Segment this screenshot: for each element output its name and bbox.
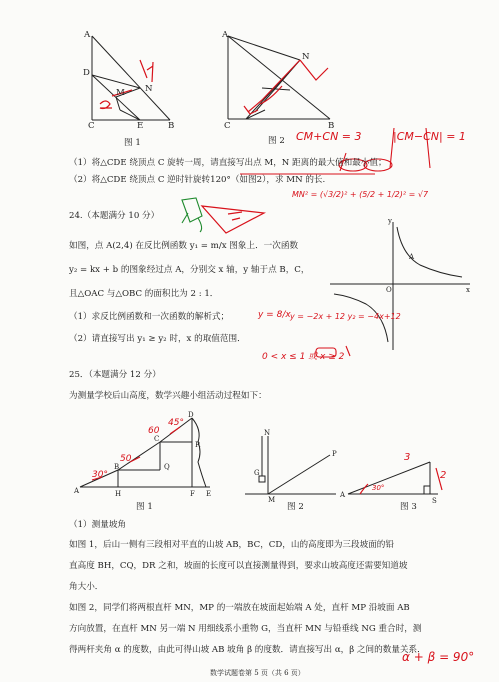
p25-fig3-point-s: S (432, 497, 437, 505)
q24-stem-line-3: 且△OAC 与△OBC 的面积比为 2 : 1． (69, 289, 219, 299)
p25-point-e: E (206, 490, 212, 498)
p25-figure-1-caption: 图 1 (136, 502, 153, 512)
point-label-m: M (116, 88, 125, 98)
point-label-e: E (137, 121, 144, 131)
fig2-point-a: A (222, 30, 229, 40)
graph-point-a: A (409, 253, 415, 261)
figure-2-caption: 图 2 (268, 136, 285, 146)
p25-point-b: B (114, 463, 120, 471)
q24-part-2: （2）请直接写出 y₁ ≥ y₂ 时，x 的取值范围． (69, 334, 246, 344)
graph-origin-label: O (386, 286, 392, 294)
handwriting-range: 0 < x ≤ 1 或 x ≥ 2 (262, 352, 345, 362)
p25-point-q: Q (164, 463, 170, 471)
q25-para1-line-3: 角大小． (69, 582, 104, 592)
fig-note-50: 50 (120, 454, 132, 464)
p25-fig2-point-p: P (332, 450, 337, 458)
q23-part-1: （1）将△CDE 绕顶点 C 旋转一周，请直接写出点 M，N 距离的最大值和最小值； (69, 158, 387, 168)
fig2-point-n: N (302, 52, 310, 62)
p25-figure-2-caption: 图 2 (287, 502, 304, 512)
handwriting-cm-cn: CM+CN = 3 (296, 130, 362, 143)
point-label-b: B (168, 121, 175, 131)
q24-stem-line-1: 如图，点 A(2,4) 在反比例函数 y₁ = m/x 图象上．一次函数 (69, 241, 299, 251)
handwriting-mn-calc: MN² = (√3/2)² + (5/2 + 1/2)² = √7 (292, 190, 429, 199)
fig3-note-30: 30° (372, 484, 385, 492)
p25-point-h: H (115, 490, 122, 498)
fig-note-60: 60 (148, 426, 160, 436)
fig-note-45: 45° (168, 418, 184, 428)
point-label-d: D (83, 68, 90, 78)
p25-point-a: A (74, 487, 80, 495)
point-label-c: C (88, 121, 95, 131)
graph-x-label: x (466, 286, 470, 294)
p25-figure-3-caption: 图 3 (400, 502, 417, 512)
q25-intro: 为测量学校后山高度，数学兴趣小组活动过程如下： (69, 391, 267, 401)
fig2-point-c: C (224, 121, 231, 131)
q24-part-1: （1）求反比例函数和一次函数的解析式； (69, 312, 230, 322)
p25-fig2-point-n: N (264, 429, 271, 437)
handwriting-y2: y = −2x + 12 y₂ = −4x+12 (290, 312, 401, 321)
point-label-n: N (145, 84, 153, 94)
figure-1-caption: 图 1 (124, 138, 141, 148)
fig2-point-b: B (328, 121, 335, 131)
q25-para1-line-1: 如图 1，后山一侧有三段相对平直的山坡 AB，BC，CD，山的高度即为三段坡面的铅 (69, 540, 394, 550)
p25-point-r: R (195, 441, 201, 449)
handwriting-alpha-beta: α + β = 90° (402, 650, 475, 664)
p25-point-f: F (190, 490, 195, 498)
q25-para2-line-2: 方向放置，在直杆 MN 另一端 N 用细线系小重物 G，当直杆 MN 与铅垂线 NG 重合时，测 (69, 624, 422, 634)
q25-para1-line-2: 直高度 BH，CQ，DR 之和，坡面的长度可以直接测量得到，要求山坡高度还需要知道坡 (69, 561, 408, 571)
handwriting-y1: y = 8/x (258, 310, 291, 320)
p25-point-d: D (188, 411, 194, 419)
point-label-a: A (84, 30, 91, 40)
fig-note-30: 30° (92, 470, 108, 480)
page-footer: 数学试题卷第 5 页（共 6 页） (210, 669, 305, 677)
q25-para2-line-3: 得两杆夹角 α 的度数，由此可得山坡 AB 坡角 β 的度数．请直接写出 α，β 之间的数量关系． (69, 645, 426, 655)
p25-fig3-point-k: A (340, 491, 346, 499)
fig3-note-2: 2 (440, 470, 447, 481)
p25-fig2-point-m: M (268, 496, 276, 504)
q25-sub-1: （1）测量坡角 (69, 520, 127, 530)
graph-y-label: y (388, 217, 392, 225)
handwriting-abs-diff: |CM−CN| = 1 (393, 130, 466, 143)
q24-title: 24.（本题满分 10 分） (69, 211, 160, 221)
q25-title: 25．（本题满分 12 分） (69, 370, 161, 380)
p25-point-c: C (154, 435, 160, 443)
p25-fig2-point-g: G (254, 469, 260, 477)
q23-part-2: （2）将△CDE 绕顶点 C 逆时针旋转120°（如图2），求 MN 的长. (69, 175, 326, 185)
q24-stem-line-2: y₂ = kx + b 的图象经过点 A，分别交 x 轴，y 轴于点 B，C， (69, 265, 310, 275)
fig3-note-3: 3 (404, 452, 411, 463)
q25-para2-line-1: 如图 2，同学们将两根直杆 MN，MP 的一端放在坡面起始端 A 处，直杆 MP 沿坡面 AB (69, 603, 410, 613)
